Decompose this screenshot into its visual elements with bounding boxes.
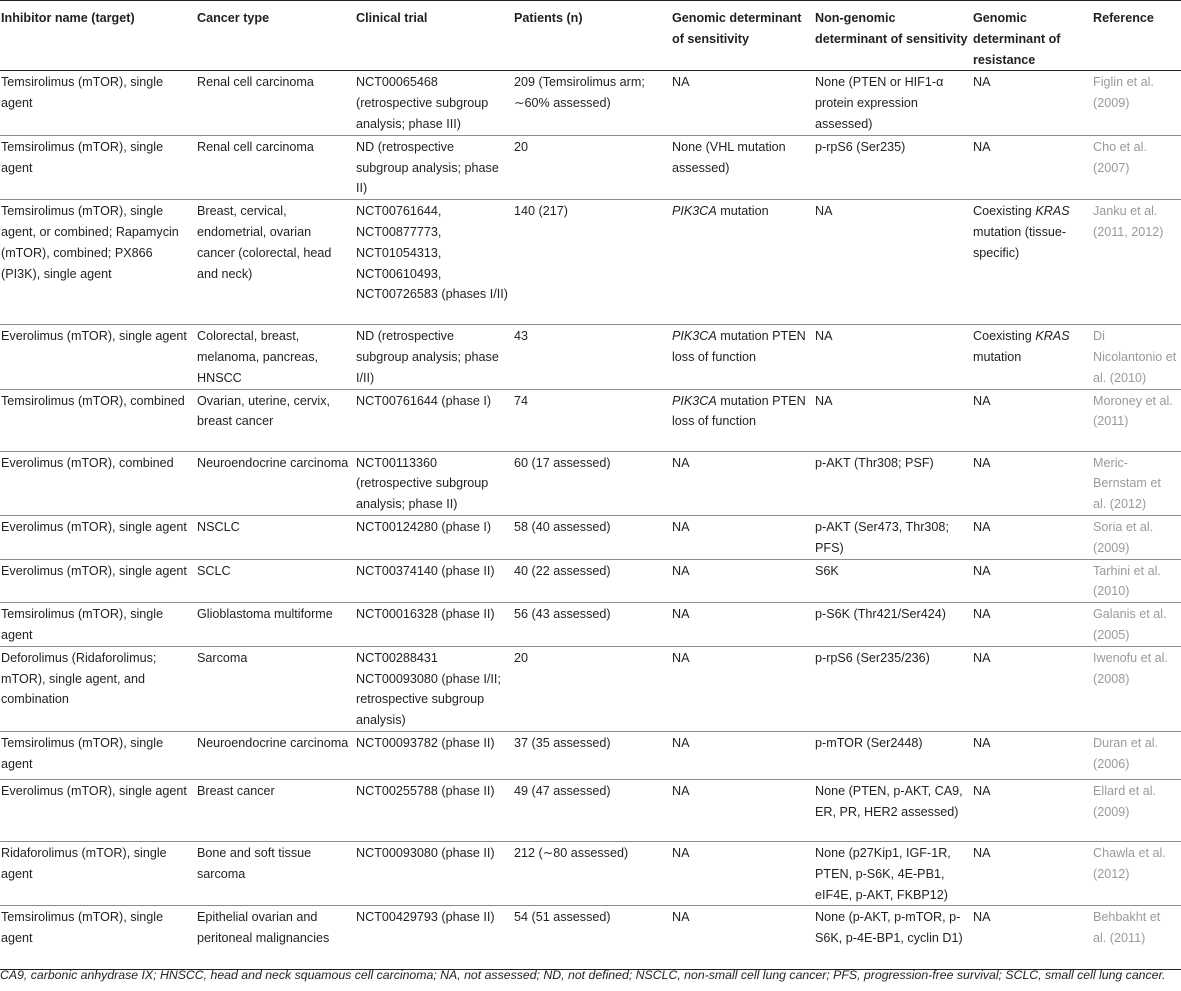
- cell-genomic-resistance: NA: [973, 607, 991, 622]
- cell-non-genomic-sensitivity: None (PTEN or HIF1-α protein expression assessed): [815, 75, 944, 131]
- cell-genomic-resistance: NA: [973, 783, 991, 798]
- cell-patients: 37 (35 assessed): [514, 735, 611, 750]
- cell-non-genomic-sensitivity: p-S6K (Thr421/Ser424): [815, 607, 946, 622]
- cell-genomic-sensitivity: NA: [672, 910, 690, 925]
- cell-patients: 20: [514, 139, 529, 154]
- cell-clinical-trial: NCT00093080 (phase II): [356, 845, 495, 860]
- table-row: [0, 779, 1181, 841]
- cell-non-genomic-sensitivity: p-AKT (Ser473, Thr308; PFS): [815, 519, 949, 555]
- cell-clinical-trial: NCT00016328 (phase II): [356, 607, 495, 622]
- header-non-genomic-sensitivity: Non-genomic determinant of sensitivity: [814, 1, 972, 71]
- cell-patients: 212 (∼80 assessed): [514, 845, 629, 860]
- cell-non-genomic-sensitivity: p-rpS6 (Ser235): [815, 139, 906, 154]
- cell-inhibitor: Everolimus (mTOR), single agent: [1, 519, 187, 534]
- cell-genomic-sensitivity: PIK3CA mutation: [672, 204, 769, 219]
- cell-inhibitor: Temsirolimus (mTOR), single agent: [1, 910, 164, 946]
- cell-reference: Soria et al. (2009): [1093, 519, 1154, 555]
- cell-inhibitor: Temsirolimus (mTOR), single agent: [1, 139, 164, 175]
- cell-patients: 54 (51 assessed): [514, 910, 611, 925]
- cell-patients: 209 (Temsirolimus arm; ∼60% assessed): [514, 75, 645, 111]
- cell-reference: Ellard et al. (2009): [1093, 783, 1156, 819]
- cell-non-genomic-sensitivity: NA: [815, 393, 833, 408]
- cell-patients: 140 (217): [514, 204, 568, 219]
- cell-reference: Behbakht et al. (2011): [1093, 910, 1161, 946]
- cell-patients: 56 (43 assessed): [514, 607, 611, 622]
- cell-non-genomic-sensitivity: NA: [815, 329, 833, 344]
- cell-reference: Di Nicolantonio et al. (2010): [1093, 329, 1177, 385]
- cell-non-genomic-sensitivity: p-AKT (Thr308; PSF): [815, 455, 934, 470]
- cell-clinical-trial: ND (retrospective subgroup analysis; phase II): [356, 139, 499, 196]
- cell-cancer-type: Breast, cervical, endometrial, ovarian cancer (colorectal, head and neck): [197, 204, 332, 281]
- table-row: [0, 646, 1181, 731]
- cell-patients: 20: [514, 650, 529, 665]
- cell-genomic-resistance: Coexisting KRAS mutation (tissue-specific): [973, 204, 1070, 260]
- table-row: [0, 906, 1181, 970]
- header-inhibitor: Inhibitor name (target): [0, 1, 196, 71]
- cell-inhibitor: Temsirolimus (mTOR), single agent: [1, 607, 164, 642]
- cell-cancer-type: NSCLC: [197, 519, 240, 534]
- cell-non-genomic-sensitivity: p-rpS6 (Ser235/236): [815, 650, 930, 665]
- cell-patients: 40 (22 assessed): [514, 563, 611, 578]
- table-row: [0, 515, 1181, 559]
- cell-clinical-trial: NCT00255788 (phase II): [356, 783, 495, 798]
- cell-genomic-resistance: NA: [973, 455, 991, 470]
- cell-cancer-type: Sarcoma: [197, 650, 248, 665]
- cell-genomic-resistance: NA: [973, 735, 991, 750]
- cell-inhibitor: Deforolimus (Ridaforolimus; mTOR), single agent, and combination: [1, 650, 157, 707]
- cell-cancer-type: SCLC: [197, 563, 231, 578]
- cell-genomic-resistance: NA: [973, 650, 991, 665]
- cell-genomic-resistance: NA: [973, 910, 991, 925]
- cell-inhibitor: Temsirolimus (mTOR), single agent: [1, 75, 164, 111]
- header-genomic-resistance: Genomic determinant of resistance: [972, 1, 1092, 71]
- cell-cancer-type: Renal cell carcinoma: [197, 75, 314, 90]
- table-body: [0, 71, 1181, 970]
- table-row: [0, 389, 1181, 451]
- cell-genomic-sensitivity: NA: [672, 563, 690, 578]
- cell-reference: Duran et al. (2006): [1093, 735, 1159, 771]
- cell-inhibitor: Everolimus (mTOR), single agent: [1, 329, 187, 344]
- cell-genomic-sensitivity: NA: [672, 783, 690, 798]
- cell-reference: Chawla et al. (2012): [1093, 845, 1166, 881]
- table-row: [0, 841, 1181, 905]
- cell-clinical-trial: NCT00124280 (phase I): [356, 519, 492, 534]
- header-cancer-type: Cancer type: [196, 1, 355, 71]
- cell-genomic-sensitivity: NA: [672, 845, 690, 860]
- cell-clinical-trial: NCT00761644 (phase I): [356, 393, 492, 408]
- cell-cancer-type: Breast cancer: [197, 783, 275, 798]
- cell-genomic-resistance: NA: [973, 75, 991, 90]
- cell-genomic-sensitivity: NA: [672, 75, 690, 90]
- cell-non-genomic-sensitivity: S6K: [815, 563, 839, 578]
- cell-clinical-trial: NCT00113360 (retrospective subgroup analysis; phase II): [356, 455, 489, 512]
- cell-genomic-resistance: Coexisting KRAS mutation: [973, 329, 1070, 364]
- cell-genomic-sensitivity: None (VHL mutation assessed): [672, 139, 786, 175]
- cell-clinical-trial: NCT00429793 (phase II): [356, 910, 495, 925]
- cell-genomic-sensitivity: NA: [672, 735, 690, 750]
- header-genomic-sensitivity: Genomic determinant of sensitivity: [671, 1, 814, 71]
- cell-clinical-trial: NCT00093782 (phase II): [356, 735, 495, 750]
- cell-inhibitor: Ridaforolimus (mTOR), single agent: [1, 845, 167, 881]
- cell-patients: 58 (40 assessed): [514, 519, 611, 534]
- cell-reference: Figlin et al. (2009): [1093, 75, 1154, 111]
- cell-reference: Tarhini et al. (2010): [1093, 563, 1161, 599]
- table-row: [0, 135, 1181, 199]
- cell-inhibitor: Temsirolimus (mTOR), single agent, or combined; Rapamycin (mTOR), combined; PX866 (PI3K), single agent: [1, 204, 179, 281]
- cell-genomic-resistance: NA: [973, 393, 991, 408]
- cell-genomic-sensitivity: PIK3CA mutation PTEN loss of function: [672, 329, 806, 364]
- cell-non-genomic-sensitivity: p-mTOR (Ser2448): [815, 735, 923, 750]
- cell-non-genomic-sensitivity: None (p27Kip1, IGF-1R, PTEN, p-S6K, 4E-PB1, eIF4E, p-AKT, FKBP12): [815, 845, 951, 902]
- cell-inhibitor: Everolimus (mTOR), combined: [1, 455, 174, 470]
- cell-clinical-trial: NCT00065468 (retrospective subgroup analysis; phase III): [356, 75, 489, 131]
- cell-genomic-resistance: NA: [973, 519, 991, 534]
- header-clinical-trial: Clinical trial: [355, 1, 513, 71]
- cell-genomic-sensitivity: NA: [672, 455, 690, 470]
- cell-cancer-type: Neuroendocrine carcinoma: [197, 455, 349, 470]
- cell-non-genomic-sensitivity: None (p-AKT, p-mTOR, p-S6K, p-4E-BP1, cyclin D1): [815, 910, 963, 946]
- table-row: [0, 451, 1181, 515]
- cell-cancer-type: Renal cell carcinoma: [197, 139, 314, 154]
- table-footnote: CA9, carbonic anhydrase IX; HNSCC, head and neck squamous cell carcinoma; NA, not assessed; ND, not defined; NSCLC, non-small cell lung cancer; PFS, progression-free survival; SCLC, small cell lung cancer.: [0, 968, 1166, 982]
- cell-cancer-type: Glioblastoma multiforme: [197, 607, 333, 622]
- table-header-row: [0, 1, 1181, 71]
- cell-clinical-trial: NCT00374140 (phase II): [356, 563, 495, 578]
- cell-non-genomic-sensitivity: None (PTEN, p-AKT, CA9, ER, PR, HER2 assessed): [815, 783, 963, 819]
- cell-cancer-type: Neuroendocrine carcinoma: [197, 735, 349, 750]
- cell-cancer-type: Epithelial ovarian and peritoneal malignancies: [197, 910, 330, 946]
- cell-patients: 74: [514, 393, 529, 408]
- table-row: [0, 559, 1181, 603]
- table-row: [0, 200, 1181, 325]
- cell-reference: Cho et al. (2007): [1093, 139, 1147, 175]
- cell-genomic-resistance: NA: [973, 563, 991, 578]
- cell-inhibitor: Temsirolimus (mTOR), combined: [1, 393, 185, 408]
- cell-clinical-trial: NCT00288431 NCT00093080 (phase I/II; retrospective subgroup analysis): [356, 650, 501, 728]
- cell-patients: 60 (17 assessed): [514, 455, 611, 470]
- cell-genomic-resistance: NA: [973, 845, 991, 860]
- cell-reference: Iwenofu et al. (2008): [1093, 650, 1168, 686]
- cell-cancer-type: Colorectal, breast, melanoma, pancreas, HNSCC: [197, 329, 319, 385]
- cell-inhibitor: Everolimus (mTOR), single agent: [1, 563, 187, 578]
- cell-cancer-type: Ovarian, uterine, cervix, breast cancer: [197, 393, 330, 429]
- table-row: [0, 325, 1181, 389]
- header-patients: Patients (n): [513, 1, 671, 71]
- cell-genomic-resistance: NA: [973, 139, 991, 154]
- cell-inhibitor: Everolimus (mTOR), single agent: [1, 783, 187, 798]
- cell-genomic-sensitivity: NA: [672, 650, 690, 665]
- cell-genomic-sensitivity: PIK3CA mutation PTEN loss of function: [672, 393, 806, 429]
- cell-reference: Janku et al. (2011, 2012): [1093, 204, 1164, 239]
- cell-patients: 43: [514, 329, 529, 344]
- header-reference: Reference: [1092, 1, 1181, 71]
- cell-genomic-sensitivity: NA: [672, 607, 690, 622]
- cell-cancer-type: Bone and soft tissue sarcoma: [197, 845, 312, 881]
- cell-patients: 49 (47 assessed): [514, 783, 611, 798]
- cell-genomic-sensitivity: NA: [672, 519, 690, 534]
- cell-clinical-trial: NCT00761644, NCT00877773, NCT01054313, NCT00610493, NCT00726583 (phases I/II): [356, 204, 508, 302]
- table-row: [0, 71, 1181, 135]
- cell-non-genomic-sensitivity: NA: [815, 204, 833, 219]
- cell-reference: Moroney et al. (2011): [1093, 393, 1173, 429]
- cell-reference: Galanis et al. (2005): [1093, 607, 1167, 642]
- cell-clinical-trial: ND (retrospective subgroup analysis; phase I/II): [356, 329, 499, 385]
- cell-inhibitor: Temsirolimus (mTOR), single agent: [1, 735, 164, 771]
- cell-reference: Meric-Bernstam et al. (2012): [1093, 455, 1161, 512]
- table-row: [0, 731, 1181, 779]
- table-row: [0, 603, 1181, 647]
